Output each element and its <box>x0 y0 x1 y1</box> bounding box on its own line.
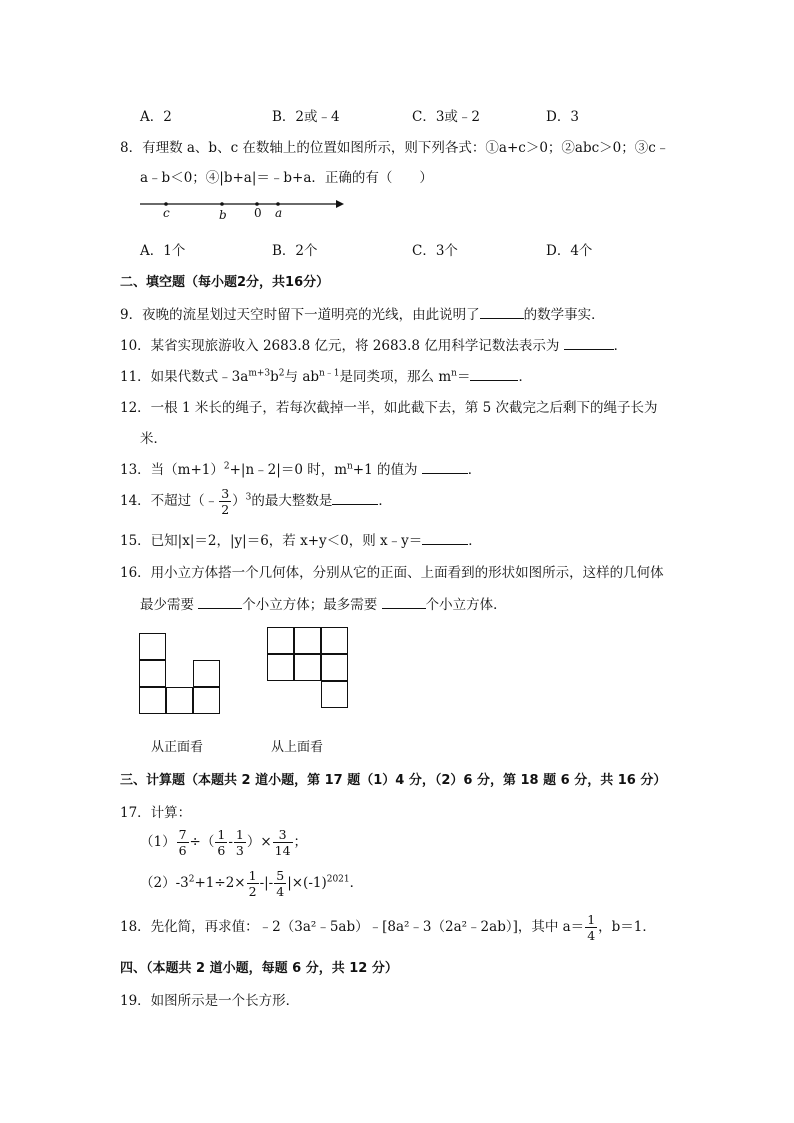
q7-option-a: A．2 <box>140 109 172 125</box>
q15-blank[interactable] <box>422 532 468 545</box>
q16-blank-max[interactable] <box>382 596 426 609</box>
caption-top-view: 从上面看 <box>271 740 324 755</box>
q16-line2: 最少需要 个小立方体；最多需要 个小立方体． <box>140 597 507 613</box>
axis-label-c: c <box>163 206 170 220</box>
q7-option-d: D．3 <box>546 109 579 125</box>
q19: 19．如图所示是一个长方形． <box>120 993 300 1009</box>
axis-label-zero: 0 <box>254 206 262 220</box>
q7-option-b: B．2或﹣4 <box>272 109 340 125</box>
q8-line1: 8．有理数 a、b、c 在数轴上的位置如图所示，则下列各式：①a+c＞0；②abc＞0；③c﹣ <box>120 140 670 156</box>
q17-part1: （1） $\frac{7}{6}$ ÷（ $\frac{1}{6}$ - $\frac{1}{3}$ ）× $\frac{3}{14}$ ； <box>140 827 308 858</box>
q9: 9．夜晚的流星划过天空时留下一道明亮的光线，由此说明了 的数学事实． <box>120 307 605 323</box>
q12-line2: 米． <box>140 431 167 447</box>
section2-title: 二、填空题（每小题2分，共16分） <box>120 275 330 290</box>
q14-blank[interactable] <box>332 492 378 505</box>
q16-blank-min[interactable] <box>198 596 242 609</box>
q17-part2: $(2)-3^2+1\div 2\times$ $\frac{1}{2}$ -|- $\frac{5}{4}$ $|\times(-1)^{2021}$． <box>140 868 364 899</box>
section4-title: 四、（本题共 2 道小题，每题 6 分，共 12 分） <box>120 961 398 976</box>
section3-title: 三、计算题（本题共 2 道小题，第 17 题（1）4 分，（2）6 分，第 18 题 6 分，共 16 分） <box>120 773 667 788</box>
q13-blank[interactable] <box>422 461 468 474</box>
axis-label-a: a <box>275 206 283 220</box>
q7-option-c: C．3或﹣2 <box>412 109 481 125</box>
q17-title: 17．计算： <box>120 805 192 821</box>
q10: 10．某省实现旅游收入 2683.8 亿元，将 2683.8 亿用科学记数法表示为 ． <box>120 338 628 354</box>
q8-option-d: D．4个 <box>546 243 593 259</box>
caption-front-view: 从正面看 <box>151 740 204 755</box>
q8-option-a: A．1个 <box>140 243 186 259</box>
axis-label-b: b <box>219 208 227 222</box>
q11-blank[interactable] <box>470 368 518 381</box>
q10-blank[interactable] <box>564 337 614 350</box>
q15: 15．已知|x|＝2，|y|＝6，若 x+y＜0，则 x﹣y＝ ． <box>120 533 482 549</box>
q9-blank[interactable] <box>480 306 524 319</box>
q13: 13．当$(m+1)^2+|n﹣2|=0$ 时，$m^n+1$ 的值为 ． <box>120 461 482 478</box>
q18: 18．先化简，再求值：﹣2（3a²﹣5ab）﹣[8a²﹣3（2a²﹣2ab）]，其中 a＝ $\frac{1}{4}$ ，b＝1． <box>120 912 656 943</box>
q8-option-c: C．3个 <box>412 243 458 259</box>
q14: 14．不超过（﹣ $\frac{3}{2}$ ）$^3$的最大整数是 ． <box>120 486 392 517</box>
q12-line1: 12．一根 1 米长的绳子，若每次截掉一半，如此截下去，第 5 次截完之后剩下的绳子长为 <box>120 400 658 416</box>
q16-line1: 16．用小立方体搭一个几何体，分别从它的正面、上面看到的形状如图所示，这样的几何体 <box>120 565 664 581</box>
q8-option-b: B．2个 <box>272 243 318 259</box>
q11: 11．如果代数式$﹣3a^{m+3}b^2$与 $ab^{n﹣1}$是同类项，那么 $m^n=$ ． <box>120 368 532 385</box>
q8-line2: a﹣b＜0；④|b+a|＝﹣b+a．正确的有（ ） <box>140 170 433 186</box>
